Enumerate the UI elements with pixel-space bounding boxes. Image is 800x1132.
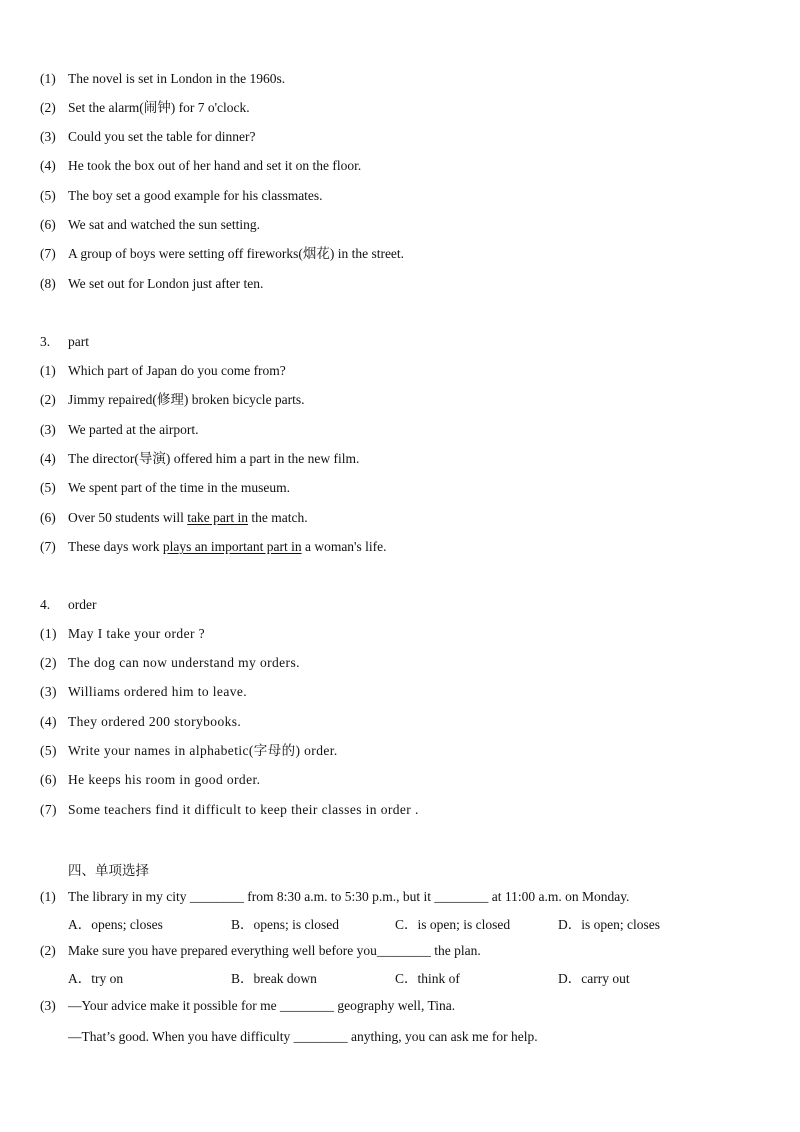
set-item-5: (5) The boy set a good example for his classmates.: [40, 188, 323, 203]
set-item-8: (8) We set out for London just after ten.: [40, 276, 264, 291]
order-item-6: (6) He keeps his room in good order.: [40, 772, 261, 787]
part-item-3: (3) We parted at the airport.: [40, 422, 199, 437]
question-3: (3) —Your advice make it possible for me ________ geography well, Tina.: [40, 998, 456, 1013]
underlined-phrase: plays an important part in: [162, 539, 302, 554]
part-item-7: (7) These days work plays an important part in a woman's life.: [40, 539, 387, 554]
q1-option-c[interactable]: C．is open; is closed: [395, 917, 511, 932]
underlined-phrase: take part in: [187, 510, 248, 525]
set-item-7: (7) A group of boys were setting off fireworks(烟花) in the street.: [40, 246, 405, 261]
part-item-5: (5) We spent part of the time in the museum.: [40, 480, 290, 495]
part-item-6: (6) Over 50 students will take part in the match.: [40, 510, 308, 525]
q1-option-d[interactable]: D．is open; closes: [558, 917, 660, 932]
section-heading-choice: 四、单项选择: [68, 863, 149, 878]
part-item-4: (4) The director(导演) offered him a part in the new film.: [40, 451, 360, 466]
part-item-1: (1) Which part of Japan do you come from?: [40, 363, 286, 378]
set-item-6: (6) We sat and watched the sun setting.: [40, 217, 260, 232]
order-item-2: (2) The dog can now understand my orders.: [40, 655, 300, 670]
q1-option-b[interactable]: B．opens; is closed: [231, 917, 339, 932]
q2-option-a[interactable]: A．try on: [68, 971, 124, 986]
section-heading-order: 4. order: [40, 597, 97, 612]
order-item-3: (3) Williams ordered him to leave.: [40, 684, 248, 699]
question-3-line-2: —That’s good. When you have difficulty ________ anything, you can ask me for help.: [68, 1029, 538, 1044]
part-item-2: (2) Jimmy repaired(修理) broken bicycle parts.: [40, 392, 305, 407]
q2-option-d[interactable]: D．carry out: [558, 971, 630, 986]
order-item-7: (7) Some teachers find it difficult to keep their classes in order .: [40, 802, 419, 817]
order-item-1: (1) May I take your order ?: [40, 626, 206, 641]
q2-option-c[interactable]: C．think of: [395, 971, 460, 986]
question-2: (2) Make sure you have prepared everything well before you________ the plan.: [40, 943, 481, 958]
q2-option-b[interactable]: B．break down: [231, 971, 317, 986]
set-item-2: (2) Set the alarm(闹钟) for 7 o'clock.: [40, 100, 250, 115]
question-1: (1) The library in my city ________ from 8:30 a.m. to 5:30 p.m., but it ________ at 11:00 a.m. on Monday.: [40, 889, 630, 904]
set-item-1: (1) The novel is set in London in the 1960s.: [40, 71, 286, 86]
set-item-4: (4) He took the box out of her hand and set it on the floor.: [40, 158, 362, 173]
q1-option-a[interactable]: A．opens; closes: [68, 917, 163, 932]
order-item-5: (5) Write your names in alphabetic(字母的) order.: [40, 743, 338, 758]
order-item-4: (4) They ordered 200 storybooks.: [40, 714, 242, 729]
section-heading-part: 3. part: [40, 334, 89, 349]
set-item-3: (3) Could you set the table for dinner?: [40, 129, 256, 144]
